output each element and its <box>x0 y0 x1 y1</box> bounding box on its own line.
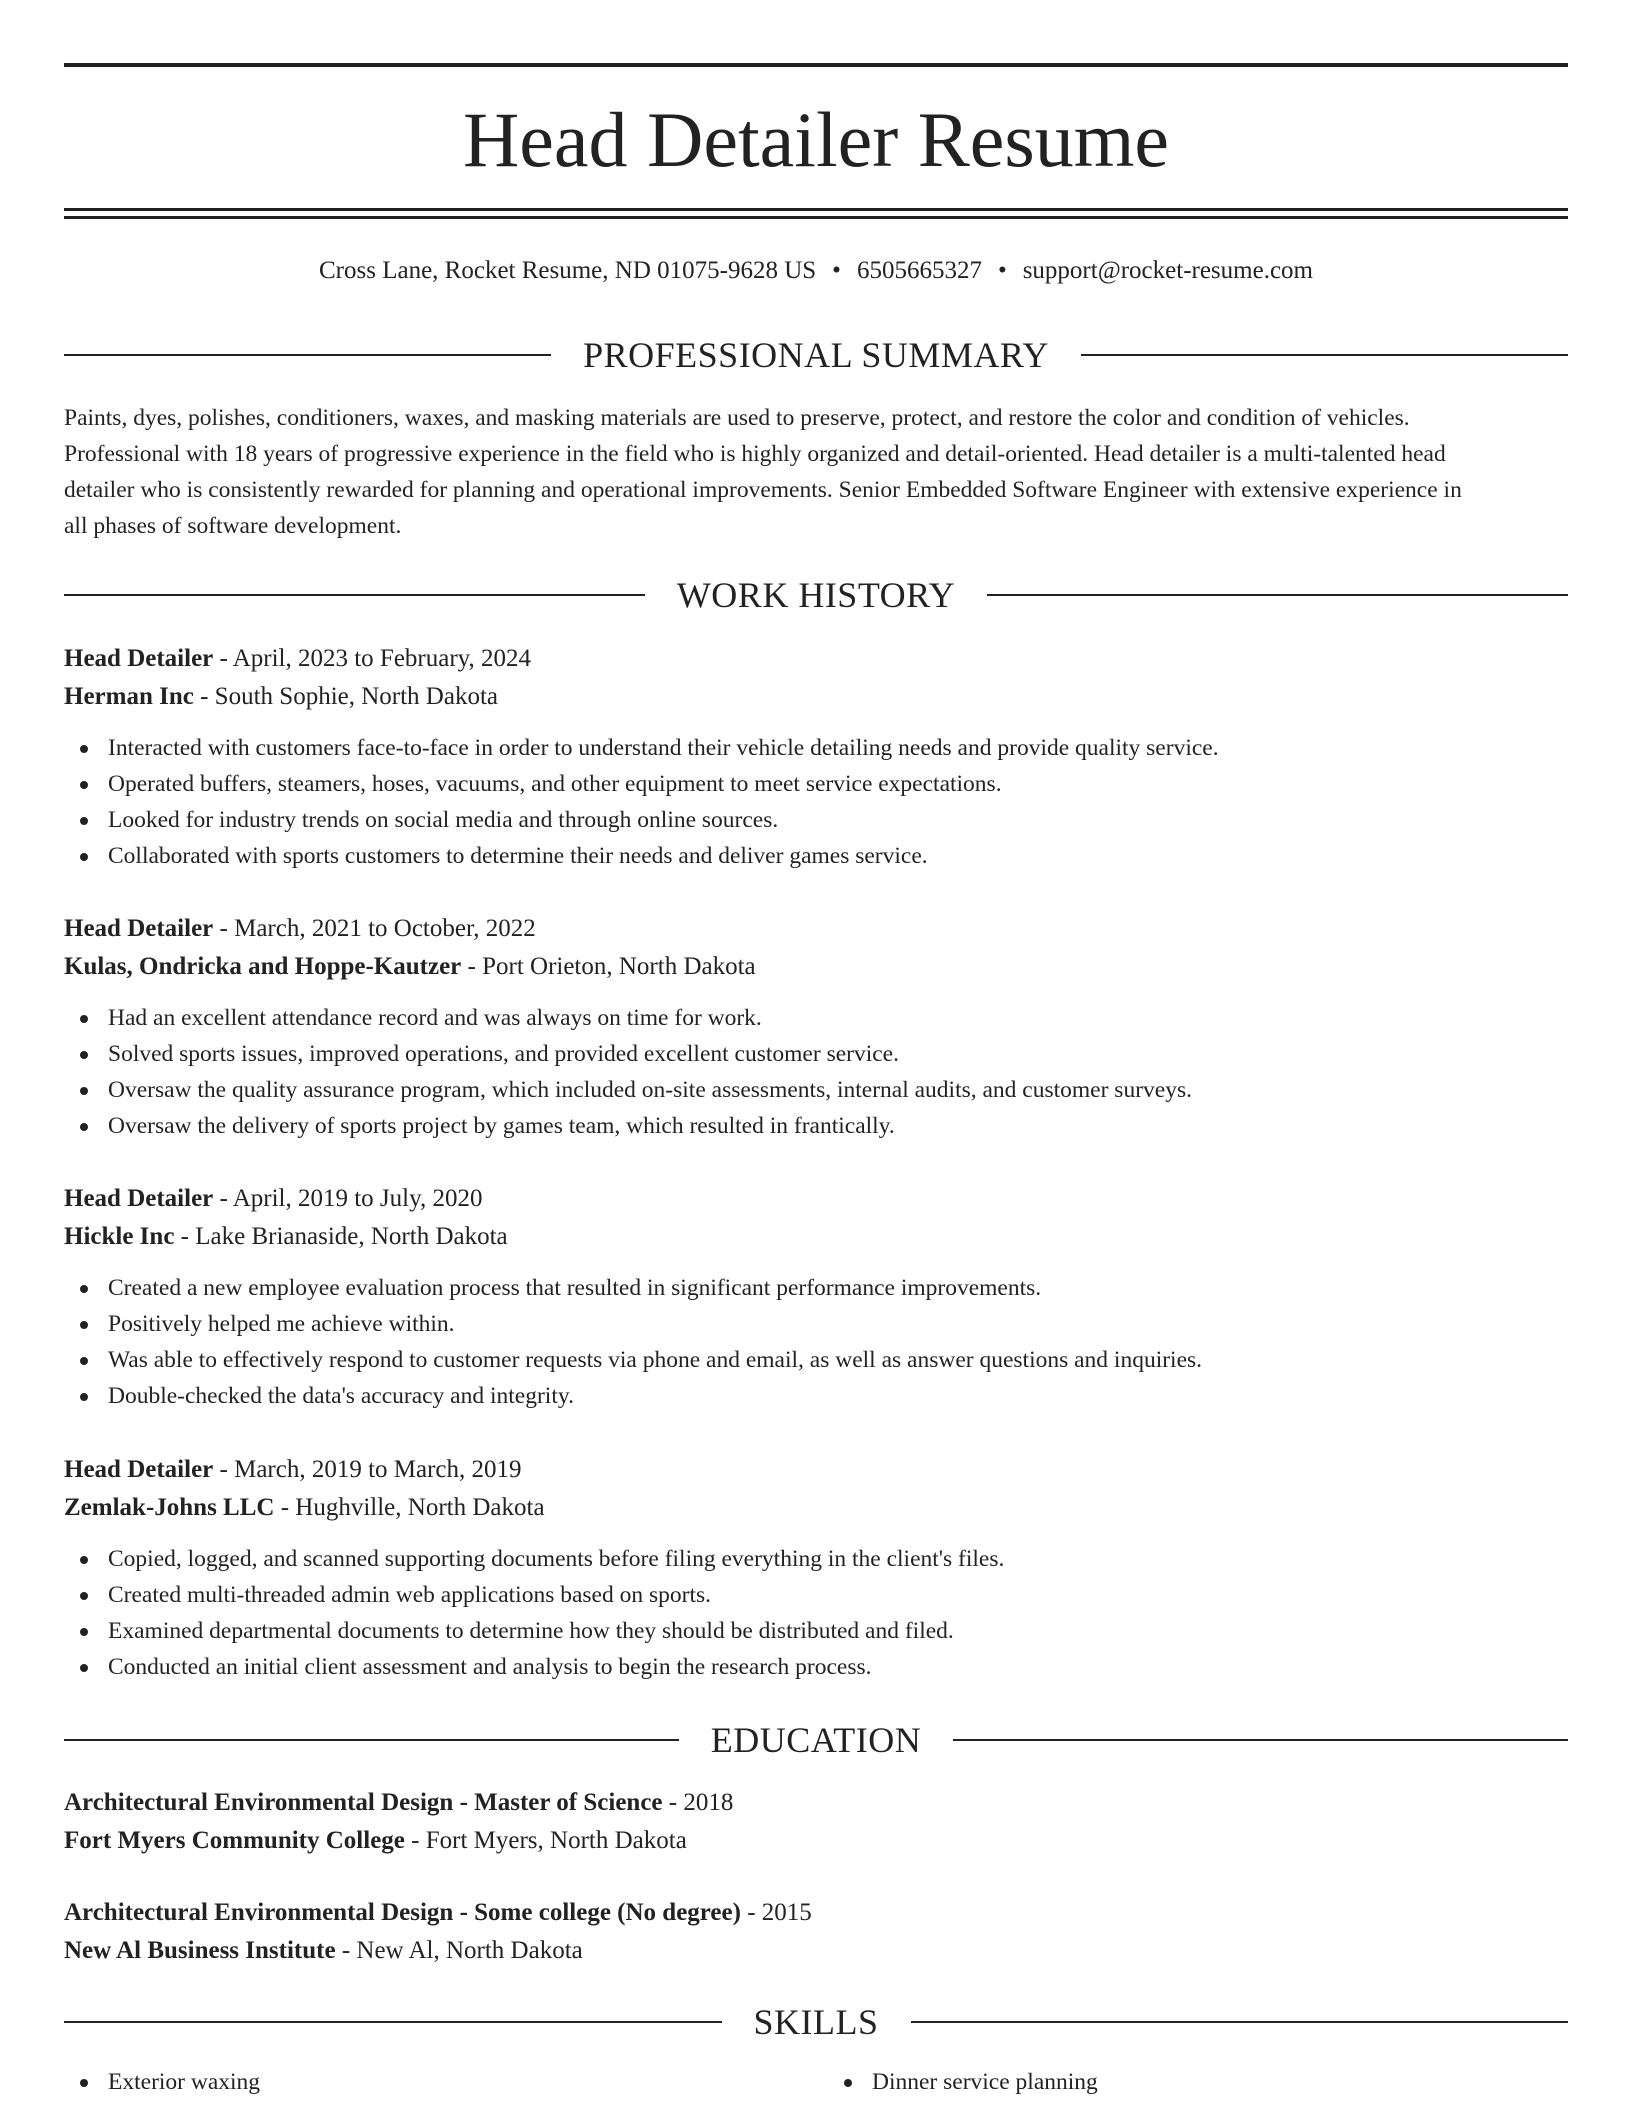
section-heading-skills <box>64 2000 1568 2044</box>
resume-title: Head Detailer Resume <box>462 96 1170 183</box>
school: New Al Business Institute <box>64 1937 336 1964</box>
job-entry <box>64 1451 1568 1685</box>
job-company: Hickle Inc <box>64 1223 175 1250</box>
divider <box>64 2021 722 2023</box>
summary-line: Professional with 18 years of progressive experience in the field who is highly organized and detail-oriented. Head detailer is a multi-talented head <box>64 441 1446 467</box>
section-heading-summary <box>64 333 1568 377</box>
education-entry <box>64 1784 1568 1860</box>
job-title: Head Detailer <box>64 915 214 942</box>
job-bullets <box>64 1270 1568 1414</box>
section-heading-work <box>64 573 1568 617</box>
job-bullets <box>64 1000 1568 1144</box>
list-item: Created a new employee evaluation process that resulted in significant performance improvements. <box>108 1270 1568 1306</box>
list-item: Had an excellent attendance record and was always on time for work. <box>108 1000 1568 1036</box>
job-location: - South Sophie, North Dakota <box>193 683 498 710</box>
degree-year: - 2018 <box>662 1789 734 1816</box>
school-location: - New Al, North Dakota <box>335 1937 583 1964</box>
section-heading-education <box>64 1718 1568 1762</box>
section-title: SKILLS <box>753 2002 879 2042</box>
contact-phone: 6505665327 <box>856 257 982 284</box>
list-item: Oversaw the quality assurance program, which included on-site assessments, internal audits, and customer surveys. <box>108 1072 1568 1108</box>
summary-line: Paints, dyes, polishes, conditioners, waxes, and masking materials are used to preserve, protect, and restore the color and condition of vehicles. <box>64 405 1410 431</box>
list-item: Interacted with customers face-to-face in order to understand their vehicle detailing needs and provide quality service. <box>108 730 1568 766</box>
list-item: Looked for industry trends on social media and through online sources. <box>108 802 1568 838</box>
school-location: - Fort Myers, North Dakota <box>404 1827 687 1854</box>
job-location: - Port Orieton, North Dakota <box>461 953 756 980</box>
section-title: WORK HISTORY <box>676 575 956 615</box>
contact-line <box>64 255 1568 287</box>
section-title: PROFESSIONAL SUMMARY <box>583 335 1049 375</box>
job-company: Herman Inc <box>64 683 194 710</box>
list-item: Copied, logged, and scanned supporting documents before filing everything in the client's files. <box>108 1541 1568 1577</box>
list-item: Created multi-threaded admin web applications based on sports. <box>108 1577 1568 1613</box>
list-item: Operated buffers, steamers, hoses, vacuums, and other equipment to meet service expectations. <box>108 766 1568 802</box>
contact-separator: • <box>997 257 1007 284</box>
job-entry <box>64 640 1568 874</box>
job-location: - Lake Brianaside, North Dakota <box>174 1223 508 1250</box>
job-dates: - April, 2023 to February, 2024 <box>213 645 532 672</box>
degree: Architectural Environmental Design - Master of Science <box>64 1789 663 1816</box>
list-item: Exterior waxing <box>108 2064 804 2100</box>
job-bullets <box>64 1541 1568 1685</box>
list-item: Was able to effectively respond to customer requests via phone and email, as well as answer questions and inquiries. <box>108 1342 1568 1378</box>
job-title: Head Detailer <box>64 645 214 672</box>
divider <box>987 594 1568 596</box>
divider <box>953 1739 1568 1741</box>
job-location: - Hughville, North Dakota <box>274 1494 545 1521</box>
divider <box>64 1739 679 1741</box>
contact-address: Cross Lane, Rocket Resume, ND 01075-9628 US <box>319 257 817 284</box>
list-item: Oversaw the delivery of sports project by games team, which resulted in frantically. <box>108 1108 1568 1144</box>
skills-list <box>64 2064 1568 2100</box>
summary-line: detailer who is consistently rewarded for planning and operational improvements. Senior Embedded Software Engineer with extensive experience in <box>64 477 1462 503</box>
degree-year: - 2015 <box>740 1899 812 1926</box>
job-title: Head Detailer <box>64 1185 214 1212</box>
section-title: EDUCATION <box>710 1720 922 1760</box>
job-entry <box>64 910 1568 1144</box>
list-item: Examined departmental documents to determine how they should be distributed and filed. <box>108 1613 1568 1649</box>
list-item: Dinner service planning <box>872 2064 1568 2100</box>
list-item: Conducted an initial client assessment and analysis to begin the research process. <box>108 1649 1568 1685</box>
job-company: Kulas, Ondricka and Hoppe-Kautzer <box>64 953 462 980</box>
divider <box>1081 354 1568 356</box>
list-item: Collaborated with sports customers to determine their needs and deliver games service. <box>108 838 1568 874</box>
skills-column-right <box>804 2064 1568 2100</box>
list-item: Positively helped me achieve within. <box>108 1306 1568 1342</box>
school: Fort Myers Community College <box>64 1827 405 1854</box>
list-item: Solved sports issues, improved operations, and provided excellent customer service. <box>108 1036 1568 1072</box>
contact-email: support@rocket-resume.com <box>1022 257 1313 284</box>
summary-line: all phases of software development. <box>64 513 402 539</box>
divider <box>64 594 645 596</box>
job-dates: - April, 2019 to July, 2020 <box>213 1185 483 1212</box>
education-entry <box>64 1894 1568 1970</box>
contact-separator: • <box>832 257 841 284</box>
title-rule-lower <box>64 216 1568 219</box>
job-bullets <box>64 730 1568 874</box>
job-dates: - March, 2019 to March, 2019 <box>213 1456 522 1483</box>
job-entry <box>64 1180 1568 1414</box>
skills-column-left <box>64 2064 804 2100</box>
divider <box>911 2021 1569 2023</box>
summary-paragraph <box>64 400 1568 544</box>
job-company: Zemlak-Johns LLC <box>64 1494 275 1521</box>
list-item: Double-checked the data's accuracy and integrity. <box>108 1378 1568 1414</box>
title-rule-upper <box>64 208 1568 211</box>
degree: Architectural Environmental Design - Some college (No degree) <box>64 1899 741 1926</box>
top-rule <box>64 63 1568 67</box>
job-title: Head Detailer <box>64 1456 214 1483</box>
divider <box>64 354 551 356</box>
job-dates: - March, 2021 to October, 2022 <box>213 915 536 942</box>
